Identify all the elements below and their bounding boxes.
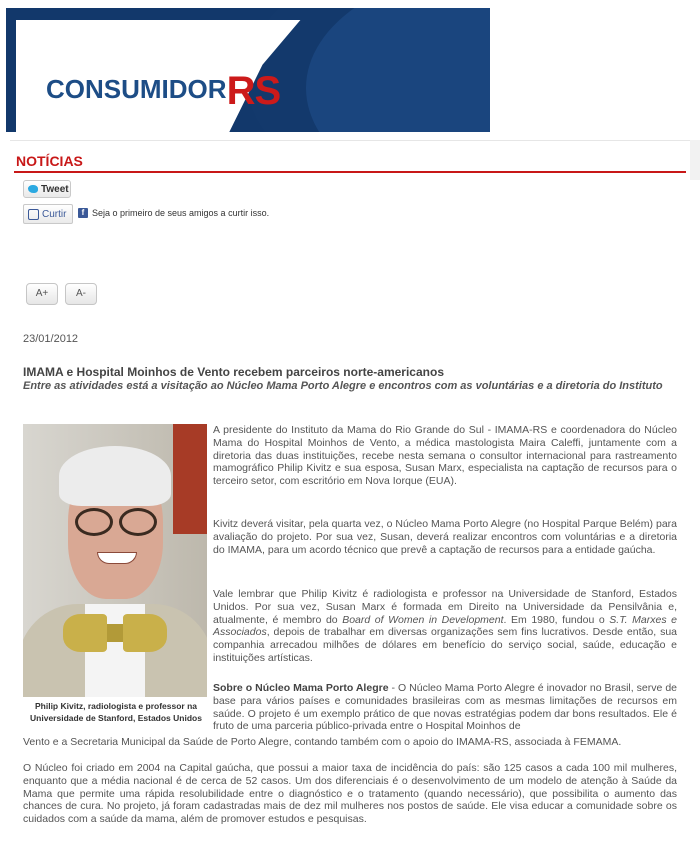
like-text: Seja o primeiro de seus amigos a curtir isso. (92, 208, 270, 218)
facebook-icon: f (78, 208, 88, 218)
side-panel-edge (690, 140, 700, 180)
site-logo[interactable] (46, 63, 281, 113)
tweet-label: Tweet (41, 183, 69, 195)
twitter-bird-icon (28, 185, 38, 193)
article-paragraph-5: O Núcleo foi criado em 2004 na Capital gaúcha, que possui a maior taxa de incidência do país: são 125 casos a cada 100 mil mulheres, enquanto que a média nacional é de cerca de 52 casos. Um dos diferenciais é o desenvolvimento de um modelo de atenção à Saúde da Mama que permite uma rápida resolubilidade entre o diagnóstico e o tratamento (quando necessário), que possibilita o aumento das chances de cura. No projeto, já foram cadastradas mais de dez mil mulheres nos postos de saúde. Ele visa educar a comunidade sobre os cuidados com a saúde da mama, além de promover estudos e pesquisas. (23, 762, 677, 826)
article-paragraph-4-continued: Vento e a Secretaria Municipal da Saúde de Porto Alegre, contando também com o apoio do IMAMA-RS, associada à FEMAMA. (23, 736, 622, 748)
section-divider (14, 171, 686, 173)
tweet-button[interactable] (23, 180, 71, 198)
article-title: IMAMA e Hospital Moinhos de Vento recebem parceiros norte-americanos (23, 365, 444, 379)
logo-main-text: CONSUMIDOR (46, 74, 227, 104)
article-paragraph-1: A presidente do Instituto da Mama do Rio Grande do Sul - IMAMA-RS e coordenadora do Núcleo Mama do Hospital Moinhos de Vento, a médica mastologista Maira Caleffi, juntamente com a diretoria das duas instituições, recebe nesta semana o consultor internacional para rastreamento mamográfico Philip Kivitz e sua esposa, Susan Marx, especialista na captação de recursos para o terceiro setor, com escritório em Nova Iorque (EUA). (213, 424, 677, 488)
section-title: NOTÍCIAS (16, 153, 83, 169)
article-paragraph-3: Vale lembrar que Philip Kivitz é radiologista e professor na Universidade de Stanford, Estados Unidos. Por sua vez, Susan Marx é formada em Direito na Universidade da Pensilvânia e, atualmente, é membro do Board of Women in Development. Em 1980, fundou o S.T. Marxes e Associados, depois de trabalhar em diversas organizações sem fins lucrativos. Desde então, sua companhia arrecadou milhões de dólares em benefício do serviço social, saúde, educação e instituições artísticas. (213, 588, 677, 664)
logo-accent-text: RS (226, 69, 281, 113)
photo-caption: Philip Kivitz, radiologista e professor na Universidade de Stanford, Estados Unidos (30, 701, 202, 723)
header-banner (6, 8, 490, 132)
photo-painting (173, 424, 207, 534)
article-paragraph-2: Kivitz deverá visitar, pela quarta vez, o Núcleo Mama Porto Alegre (no Hospital Parque Belém) para avaliação do projeto. Por sua vez, Susan, deverá realizar encontros com voluntárias e a diretoria do IMAMA, para um acordo técnico que prevê a captação de recursos para a entidade gaúcha. (213, 518, 677, 556)
photo-glasses (75, 508, 157, 532)
article-photo (23, 424, 207, 697)
thumbs-up-icon (28, 209, 39, 220)
banner-swoop-highlight (306, 8, 490, 132)
article-subtitle: Entre as atividades está a visitação ao Núcleo Mama Porto Alegre e encontros com as voluntárias e a diretoria do Instituto (23, 380, 663, 392)
photo-smile (97, 552, 137, 564)
article-date: 23/01/2012 (23, 333, 79, 345)
like-button[interactable] (23, 204, 73, 224)
font-decrease-button[interactable]: A- (65, 283, 97, 305)
font-increase-button[interactable]: A+ (26, 283, 58, 305)
header-divider (10, 140, 700, 141)
photo-bow-tie (63, 614, 167, 652)
facebook-social-text (78, 208, 269, 218)
photo-hair (59, 446, 171, 506)
like-label: Curtir (42, 208, 67, 220)
article-paragraph-4: Sobre o Núcleo Mama Porto Alegre - O Núcleo Mama Porto Alegre é inovador no Brasil, serve de base para vários países e comunidades brasileiras com as mesmas limitações de recursos em saúde. O projeto é um exemplo prático de que novas estratégias podem dar bons resultados. Ele é fruto de uma parceria público-privada entre o Hospital Moinhos de (213, 682, 677, 733)
paragraph-heading: Sobre o Núcleo Mama Porto Alegre (213, 682, 389, 694)
